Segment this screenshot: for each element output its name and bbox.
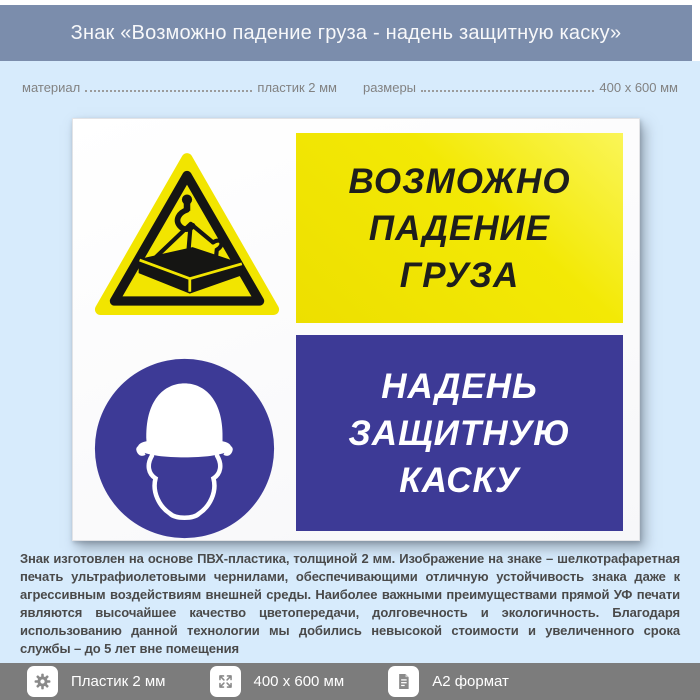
content-area	[0, 61, 700, 663]
sign-preview-card	[72, 118, 640, 541]
badge-material-label: Пластик 2 мм	[71, 673, 166, 690]
spec-size	[363, 80, 678, 95]
badge-size	[210, 666, 345, 697]
gear-icon	[27, 666, 58, 697]
warning-line-3: ГРУЗА	[399, 255, 520, 295]
mandatory-line-1: НАДЕНЬ	[381, 366, 538, 406]
warning-text-panel	[296, 133, 623, 323]
document-icon	[388, 666, 419, 697]
mandatory-line-3: КАСКУ	[399, 460, 520, 500]
badge-format-label: А2 формат	[432, 673, 509, 690]
badge-format	[388, 666, 509, 697]
footer-bar	[0, 663, 700, 700]
badge-material	[27, 666, 166, 697]
dotted-leader	[421, 90, 594, 92]
product-description: Знак изготовлен на основе ПВХ-пластика, толщиной 2 мм. Изображение на знаке – шелкотрафаретная печать ультрафиолетовыми чернилами, обеспечивающими отличную устойчивость знака даже к агрессивным воздействиям внешней среды. Наиболее важными преимуществами прямой УФ печати являются высочайшее качество цветопередачи, долговечность и экологичность. Благодаря использованию данной технологии мы добились невысокой стоимости и увеличенного срока службы – до 5 лет вне помещения	[20, 551, 680, 656]
warning-line-1: ВОЗМОЖНО	[348, 161, 571, 201]
mandatory-line-2: ЗАЩИТНУЮ	[348, 413, 571, 453]
spec-material-value: пластик 2 мм	[257, 80, 337, 95]
header-bar	[0, 5, 692, 61]
spec-material	[22, 80, 337, 95]
warning-line-2: ПАДЕНИЕ	[368, 208, 551, 248]
mandatory-text-panel	[296, 335, 623, 531]
badge-size-label: 400 x 600 мм	[253, 673, 345, 690]
falling-load-warning-triangle-icon	[94, 147, 280, 323]
spec-material-label: материал	[22, 80, 81, 95]
resize-arrows-icon	[210, 666, 241, 697]
dotted-leader	[85, 90, 252, 92]
spec-size-label: размеры	[363, 80, 417, 95]
page-title: Знак «Возможно падение груза - надень защитную каску»	[70, 21, 622, 44]
wear-safety-helmet-icon	[94, 358, 275, 539]
spec-size-value: 400 x 600 мм	[599, 80, 678, 95]
specs-row	[0, 61, 700, 95]
